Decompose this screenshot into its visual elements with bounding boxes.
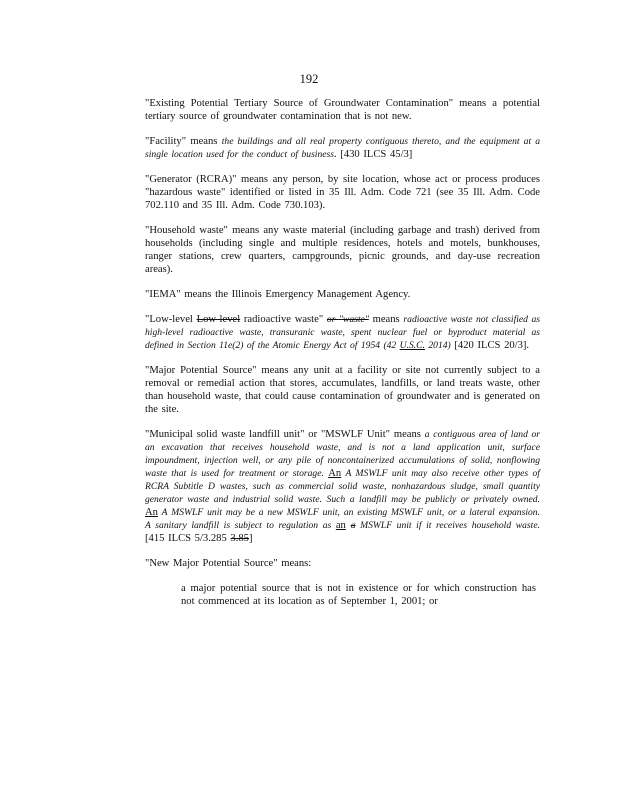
struck-or-waste: or "waste" [326,314,369,325]
facility-statutory-text: the buildings and all real property contiguous thereto, and the equipment at a single location used for the conduct of business [145,136,540,160]
definition-facility [145,135,540,161]
definition-existing: "Existing Potential Tertiary Source of Groundwater Contamination" means a potential tertiary source of groundwater contamination that is not new. [145,98,540,122]
mswlf-citation: [415 ILCS 5/3.285 [145,533,231,544]
inserted-an-2: An [145,507,158,518]
usc-underlined: U.S.C. [399,340,425,351]
usc-section: 2014) [424,340,451,351]
definition-generator: "Generator (RCRA)" means any person, by site location, whose act or process produces "hazardous waste" identified or listed in 35 Ill. Adm. Code 721 (see 35 Ill. Adm. Code 702.110 and 35 Ill. Adm. Code 730.103). [145,174,540,211]
definition-mswlf [145,428,540,545]
low-level-means: means [368,314,404,325]
struck-low-level: Low-level [196,314,241,325]
struck-a: a [350,520,356,531]
document-body [145,97,540,620]
definition-major-potential-source: "Major Potential Source" means any unit at a facility or site not currently subject to a removal or remedial action that stores, accumulates, landfills, or land treats waste, other than household waste, that could cause contamination of groundwater and is generated on the site. [145,365,540,415]
mswlf-text-3: A MSWLF unit may be a new MSWLF unit, an existing MSWLF unit, or a lateral expansion. A sanitary landfill is subject to regulation as [145,507,540,531]
low-level-statutory-text: radioactive waste not classified as high-level radioactive waste, transuranic waste, spent nuclear fuel or byproduct material as defined in Section 11e(2) of the Atomic Energy Act of 1954 (42 [145,314,540,351]
facility-citation: . [430 ILCS 45/3] [334,149,413,160]
low-level-citation: [420 ILCS 20/3]. [450,340,530,351]
inserted-an-1: An [328,468,342,479]
definition-iema: "IEMA" means the Illinois Emergency Management Agency. [145,289,411,300]
facility-term: "Facility" means [145,136,222,147]
page-number: 192 [299,72,319,86]
low-level-term: "Low-level [145,314,197,325]
mswlf-text-1: a contiguous area of land or an excavation that receives household waste, and is not a land application unit, surface impoundment, injection well, or any pile of noncontainerized accumulations of solid, nonflowing waste that is used for treatment or storage. [145,429,541,479]
inserted-an-3: an [335,520,346,531]
definition-new-major-potential-source: "New Major Potential Source" means: [145,558,312,569]
new-major-item-a: a major potential source that is not in existence or for which construction has not commenced at its location as of September 1, 2001; or [181,583,536,607]
mswlf-term: "Municipal solid waste landfill unit" or "MSWLF Unit" means [145,429,425,440]
definition-low-level-waste [145,313,540,352]
low-level-term-rest: radioactive waste" [240,314,327,325]
mswlf-text-2: A MSWLF unit may also receive other types of RCRA Subtitle D wastes, such as commercial solid waste, nonhazardous sludge, small quantity generator waste and industrial solid waste. Such a landfill may be publicly or privately owned. [145,468,540,505]
struck-3-85: 3.85 [230,533,249,544]
mswlf-text-4: MSWLF unit if it receives household waste. [355,520,540,531]
definition-household-waste: "Household waste" means any waste material (including garbage and trash) derived from households (including single and multiple residences, hotels and motels, bunkhouses, ranger stations, crew quarters, campgrounds, picnic grounds, and day-use recreation areas). [145,225,540,275]
mswlf-citation-close: ] [248,533,253,544]
